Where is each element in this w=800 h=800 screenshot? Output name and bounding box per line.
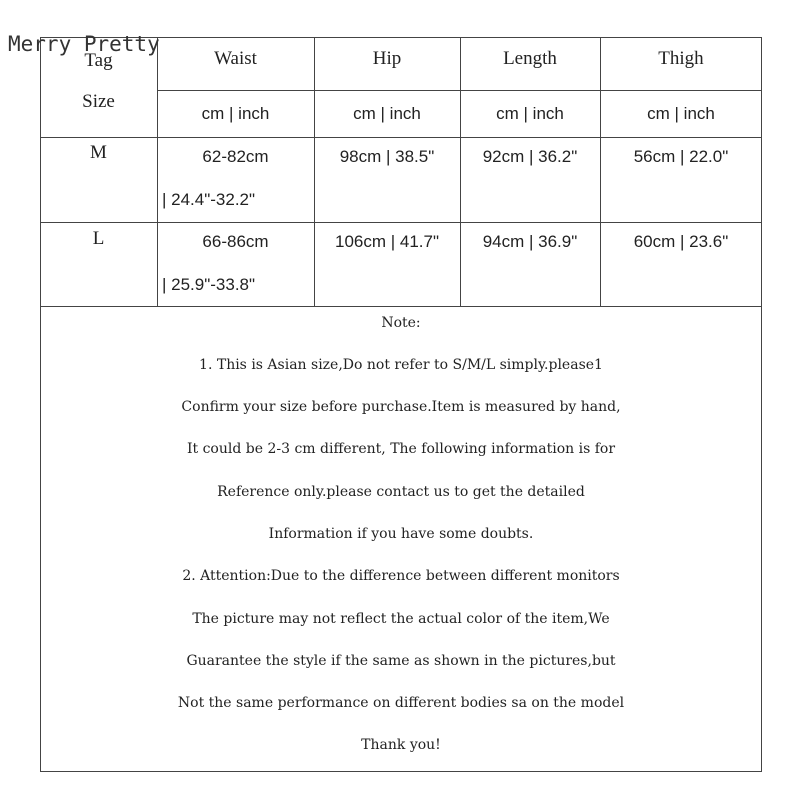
brand-watermark: Merry Pretty [8,32,160,56]
header-hip: Hip [372,48,402,69]
length-value: 94cm | 36.9" [482,232,578,251]
note-line: 1. This is Asian size,Do not refer to S/M/L simply.please1 [199,357,603,373]
thigh-value: 56cm | 22.0" [633,147,729,166]
note-line: Guarantee the style if the same as shown in the pictures,but [186,653,616,669]
size-m: M [90,142,107,163]
note-line: Reference only.please contact us to get the detailed [217,484,585,500]
divider [314,37,315,306]
hip-value: 106cm | 41.7" [334,232,439,251]
note-line: It could be 2-3 cm different, The following information is for [186,441,616,457]
tag-label: Tag [84,50,113,71]
waist-inch: | 24.4"-32.2" [162,190,256,209]
divider [40,137,762,138]
note-line: Information if you have some doubts. [268,526,534,542]
waist-cm: 66-86cm [202,232,269,251]
unit-label: cm | inch [647,104,715,123]
thigh-value: 60cm | 23.6" [633,232,729,251]
waist-inch: | 25.9"-33.8" [162,275,256,294]
unit-label: cm | inch [201,104,270,123]
note-line: The picture may not reflect the actual color of the item,We [192,611,610,627]
header-length: Length [503,48,557,69]
divider [157,90,762,91]
note-title: Note: [381,315,421,331]
divider [600,37,601,306]
divider [40,222,762,223]
waist-cm: 62-82cm [202,147,269,166]
header-waist: Waist [214,48,257,69]
divider [460,37,461,306]
note-line: Confirm your size before purchase.Item is measured by hand, [181,399,621,415]
divider [157,37,158,306]
size-label: Size [82,91,115,112]
note-line: 2. Attention:Due to the difference between different monitors [182,568,620,584]
header-thigh: Thigh [658,48,704,69]
hip-value: 98cm | 38.5" [339,147,435,166]
unit-label: cm | inch [496,104,564,123]
note-line: Not the same performance on different bodies sa on the model [177,695,625,711]
note-thanks: Thank you! [361,737,441,753]
unit-label: cm | inch [353,104,421,123]
length-value: 92cm | 36.2" [482,147,578,166]
divider [40,306,762,307]
size-l: L [92,228,105,249]
